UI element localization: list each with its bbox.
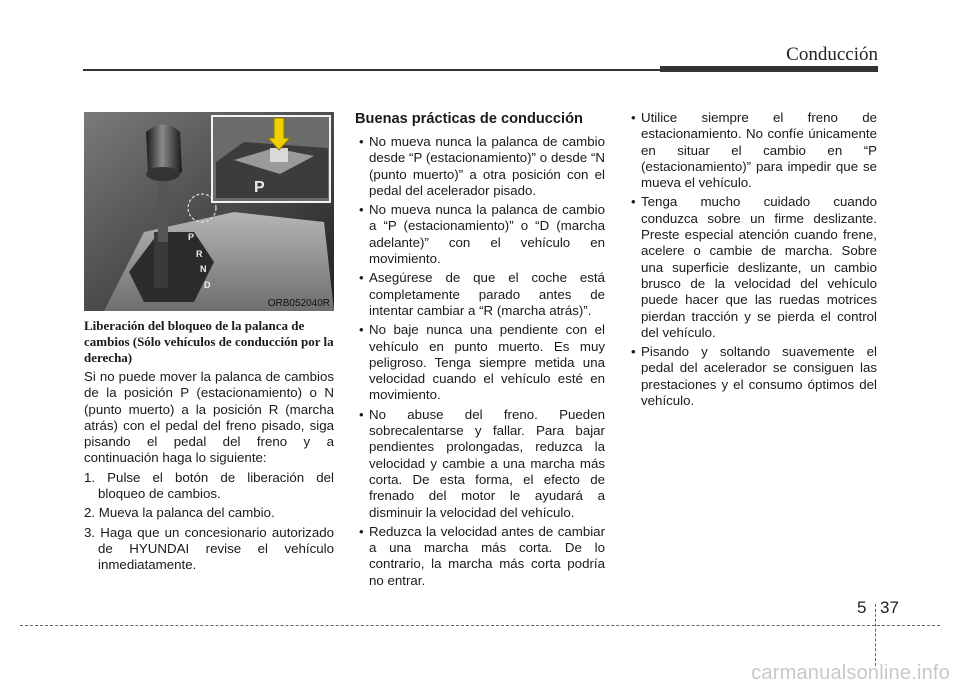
svg-text:P: P <box>188 232 195 242</box>
figure-code: ORB052040R <box>267 298 330 309</box>
bullet-item: • Tenga mucho cuidado cuando conduzca sobre un firme deslizante. Preste especial atención cuando frene, acelere o cambie de marcha. Sobre una superficie deslizante, un cambio brusco de la velocidad del vehículo puede hacer que las ruedas motrices pierdan tracción y se pierda el control del vehículo. <box>627 194 877 341</box>
footer-dashed-rule <box>20 625 940 626</box>
left-column <box>84 318 334 577</box>
step-item: 1. Pulse el botón de liberación del bloqueo de cambios. <box>84 469 334 502</box>
right-column <box>627 110 877 412</box>
header-title: Conducción <box>786 44 878 65</box>
step-item: 2. Mueva la palanca del cambio. <box>84 505 275 521</box>
bullet-item: • No mueva nunca la palanca de cambio desde “P (estacionamiento)” o desde “N (punto muerto)” a otra posición con el pedal del acelerador pisado. <box>355 134 605 199</box>
footer-page-divider <box>875 604 876 666</box>
bullet-item: • Pisando y soltando suavemente el pedal del acelerador se consiguen las prestaciones y el consumo óptimos del vehículo. <box>627 344 877 409</box>
watermark: carmanualsonline.info <box>751 662 950 684</box>
header-rule-accent <box>660 66 878 72</box>
figure-caption: Liberación del bloqueo de la palanca de cambios (Sólo vehículos de conducción por la derecha) <box>84 318 334 365</box>
middle-column <box>355 110 605 592</box>
step-item: 3. Haga que un concesionario autorizado de HYUNDAI revise el vehículo inmediatamente. <box>84 524 334 573</box>
shift-lever-figure <box>84 112 334 311</box>
bullet-item: • No mueva nunca la palanca de cambio a “P (estacionamiento)” o “D (marcha adelante)” con el vehículo en movimiento. <box>355 202 605 267</box>
svg-text:D: D <box>204 280 211 290</box>
page-number: 37 <box>880 598 899 617</box>
svg-text:P: P <box>254 179 265 196</box>
bullet-item: • Asegúrese de que el coche está completamente parado antes de intentar cambiar a “R (marcha atrás)”. <box>355 270 605 319</box>
intro-paragraph: Si no puede mover la palanca de cambios de la posición P (estacionamiento) o N (punto muerto) a la posición R (marcha atrás) con el pedal del freno pisado, siga pisando el pedal del freno y a continuación haga lo siguiente: <box>84 369 334 466</box>
shift-lever-illustration <box>84 112 334 311</box>
bullet-item: • Utilice siempre el freno de estacionamiento. No confíe únicamente en situar el cambio en “P (estacionamiento)” para impedir que se mueva el vehículo. <box>627 110 877 191</box>
svg-text:N: N <box>200 264 207 274</box>
chapter-number: 5 <box>857 598 867 617</box>
svg-text:R: R <box>196 249 203 259</box>
section-title: Buenas prácticas de conducción <box>355 111 583 127</box>
bullet-item: • No baje nunca una pendiente con el vehículo en punto muerto. Es muy peligroso. Tenga siempre metida una velocidad cuando el vehículo esté en movimiento. <box>355 322 605 403</box>
bullet-item: • Reduzca la velocidad antes de cambiar a una marcha más corta. De lo contrario, la marcha más corta podría no entrar. <box>355 524 605 589</box>
bullet-item: • No abuse del freno. Pueden sobrecalentarse y fallar. Para bajar pendientes prolongadas, reduzca la velocidad y cambie a una marcha más corta. De esta forma, el efecto de frenado del motor le ayudará a disminuir la velocidad del vehículo. <box>355 407 605 521</box>
